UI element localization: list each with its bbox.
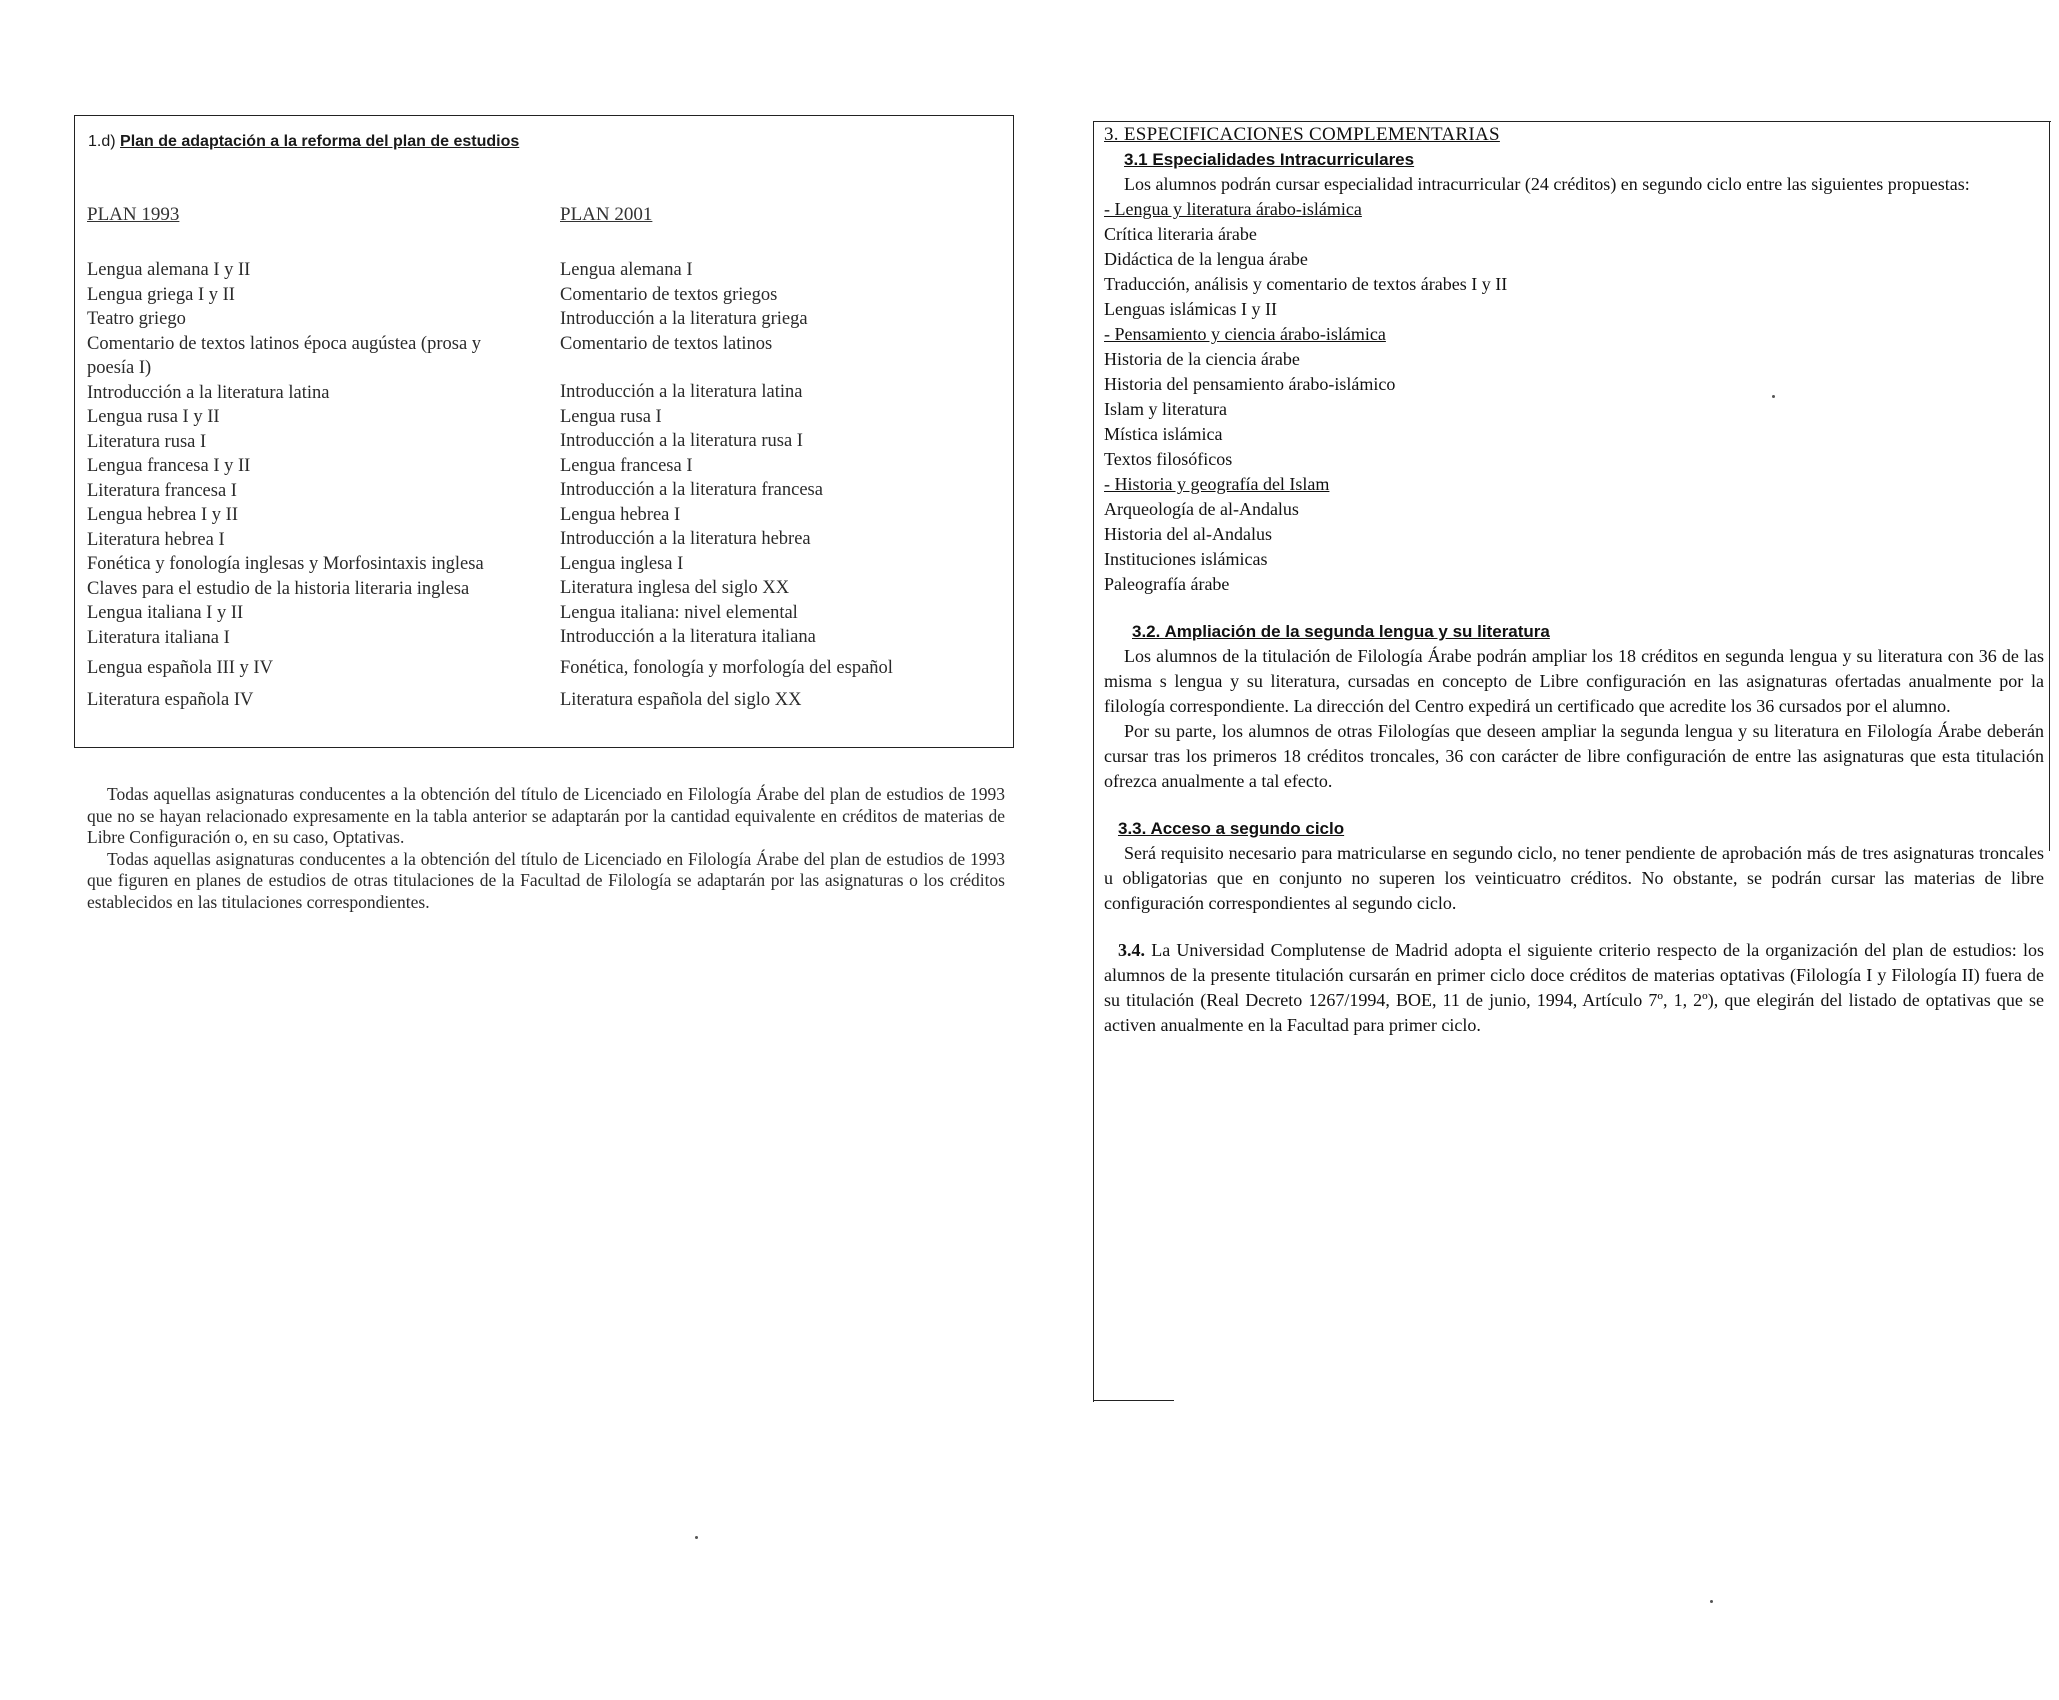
adaptation-table-box [74,115,1014,748]
plan-2001-row: Literatura inglesa del siglo XX [560,578,790,598]
plan-2001-row: Lengua rusa I [560,406,662,427]
plan-2001-row: Introducción a la literatura italiana [560,627,816,647]
plan-1993-row: Lengua alemana I y II [87,260,251,280]
plan-2001-row: Lengua alemana I [560,260,693,280]
plan-1993-row: Introducción a la literatura latina [87,382,330,403]
plan-1993-row: Lengua italiana I y II [87,603,244,623]
box-right-rule [2049,121,2050,851]
plan-2001-row: Introducción a la literatura latina [560,382,803,402]
box-bottom-rule [1094,1400,1174,1401]
adaptation-note-1: Todas aquellas asignaturas conducentes a la obtención del título de Licenciado en Filología Árabe del plan de estudios de 1993 que no se hayan relacionado expresamente en la tabla anterior se adaptarán por la cantidad equivalente en créditos de materias de Libre Configuración o, en su caso, Optativas. [87,784,1005,847]
plan-1993-row: Comentario de textos latinos época augústea (prosa y poesía I) [87,333,482,378]
specialty-item: Crítica literaria árabe [1104,224,1257,244]
scan-speck [1710,1600,1713,1603]
plan-2001-row: Fonética, fonología y morfología del español [560,657,893,678]
specialty-item: Historia del pensamiento árabo-islámico [1104,374,1396,394]
plan-1993-row: Fonética y fonología inglesas y Morfosintaxis inglesa [87,554,484,574]
specialty-item: Historia de la ciencia árabe [1104,349,1300,369]
plan-2001-row: Comentario de textos griegos [560,284,778,305]
plan-1993-row: Lengua griega I y II [87,284,235,305]
plan-1993-row: Literatura española IV [87,690,254,710]
plan-2001-header: PLAN 2001 [560,204,653,225]
plan-2001-row: Literatura española del siglo XX [560,689,802,710]
plan-1993-row: Lengua francesa I y II [87,456,251,476]
section-3-3-title: 3.3. Acceso a segundo ciclo [1118,819,1345,838]
section-number: 1.d) [88,133,116,150]
plan-1993-row: Lengua española III y IV [87,658,273,678]
specialty-group-head: - Historia y geografía del Islam [1104,474,1330,494]
specialty-group-head: - Lengua y literatura árabo-islámica [1104,199,1362,219]
plan-1993-row: Literatura hebrea I [87,529,225,550]
plan-2001-row: Introducción a la literatura hebrea [560,529,811,549]
scan-speck [1772,395,1775,398]
specialty-item: Lenguas islámicas I y II [1104,299,1277,319]
plan-2001-row: Comentario de textos latinos [560,333,773,354]
plan-2001-row: Lengua inglesa I [560,553,684,574]
adaptation-notes [87,784,1005,913]
plan-2001-row: Introducción a la literatura francesa [560,480,823,500]
section-title: Plan de adaptación a la reforma del plan de estudios [120,133,520,150]
specialty-item: Textos filosóficos [1104,449,1233,469]
section-3-4-number: 3.4. [1118,940,1145,960]
section-3-1-title: 3.1 Especialidades Intracurriculares [1124,150,1415,169]
section-3-4-text: La Universidad Complutense de Madrid adopta el siguiente criterio respecto de la organización del plan de estudios: los alumnos de la presente titulación cursarán en primer ciclo doce créditos de materias optativas (Filología I y Filología II) fuera de su titulación (Real Decreto 1267/1994, BOE, 11 de junio, 1994, Artículo 7º, 1, 2º), que elegirán del listado de optativas que se activen anualmente en la Facultad para primer ciclo. [1104,940,2044,1035]
section-3-4-paragraph [1104,938,2044,1038]
specialty-item: Instituciones islámicas [1104,549,1268,569]
plan-2001-row: Lengua francesa I [560,455,693,476]
specialty-item: Didáctica de la lengua árabe [1104,249,1308,269]
specialty-item: Arqueología de al-Andalus [1104,499,1299,519]
plan-1993-row: Claves para el estudio de la historia literaria inglesa [87,578,470,599]
plan-1993-row: Lengua hebrea I y II [87,505,238,525]
specialty-item: Mística islámica [1104,424,1223,444]
plan-2001-row: Introducción a la literatura griega [560,309,808,329]
plan-1993-row: Literatura francesa I [87,480,237,501]
plan-1993-row: Teatro griego [87,309,186,329]
section-3-2-title: 3.2. Ampliación de la segunda lengua y su literatura [1132,622,1550,641]
section-3-title: 3. ESPECIFICACIONES COMPLEMENTARIAS [1104,124,1500,145]
plan-2001-row: Lengua italiana: nivel elemental [560,602,798,623]
specialty-item: Islam y literatura [1104,399,1227,419]
specialty-item: Traducción, análisis y comentario de textos árabes I y II [1104,274,1508,294]
plan-1993-column [87,258,527,713]
specialty-item: Paleografía árabe [1104,574,1230,594]
section-3-1-intro: Los alumnos podrán cursar especialidad intracurricular (24 créditos) en segundo ciclo entre las siguientes propuestas: [1124,174,1970,194]
section-3-2-paragraph-1: Los alumnos de la titulación de Filología Árabe podrán ampliar los 18 créditos en segunda lengua y su literatura con 36 de las misma s lengua y su literatura, cursadas en concepto de Libre configuración en las asignaturas ofertadas anualmente por la filología correspondiente. La dirección del Centro expedirá un certificado que acredite los 36 cursados por el alumno. [1104,646,2044,716]
specialty-group-head: - Pensamiento y ciencia árabo-islámica [1104,324,1386,344]
plan-2001-row: Lengua hebrea I [560,504,681,525]
section-3-3-paragraph: Será requisito necesario para matricularse en segundo ciclo, no tener pendiente de aprobación más de tres asignaturas troncales u obligatorias que en conjunto no superen los veinticuatro créditos. No obstante, se podrán cursar las materias de libre configuración correspondientes al segundo ciclo. [1104,843,2044,913]
section-title-1d [88,133,519,151]
scan-speck [695,1536,698,1539]
plan-2001-column [560,258,1000,713]
adaptation-note-2: Todas aquellas asignaturas conducentes a la obtención del título de Licenciado en Filología Árabe del plan de estudios de 1993 que figuren en planes de estudios de otras titulaciones de la Facultad de Filología se adaptarán por las asignaturas o los créditos establecidos en las titulaciones correspondientes. [87,848,1005,912]
plan-1993-header: PLAN 1993 [87,204,180,225]
plan-1993-row: Lengua rusa I y II [87,407,220,427]
plan-1993-row: Literatura italiana I [87,627,230,648]
specifications-content [1104,122,2044,1038]
specialty-item: Historia del al-Andalus [1104,524,1272,544]
plan-2001-row: Introducción a la literatura rusa I [560,431,803,451]
plan-1993-row: Literatura rusa I [87,431,207,452]
section-3-2-paragraph-2: Por su parte, los alumnos de otras Filologías que deseen ampliar la segunda lengua y su literatura en Filología Árabe deberán cursar tras los primeros 18 créditos troncales, 36 con carácter de libre configuración de entre las asignaturas que esta titulación ofrezca anualmente a tal efecto. [1104,721,2044,791]
